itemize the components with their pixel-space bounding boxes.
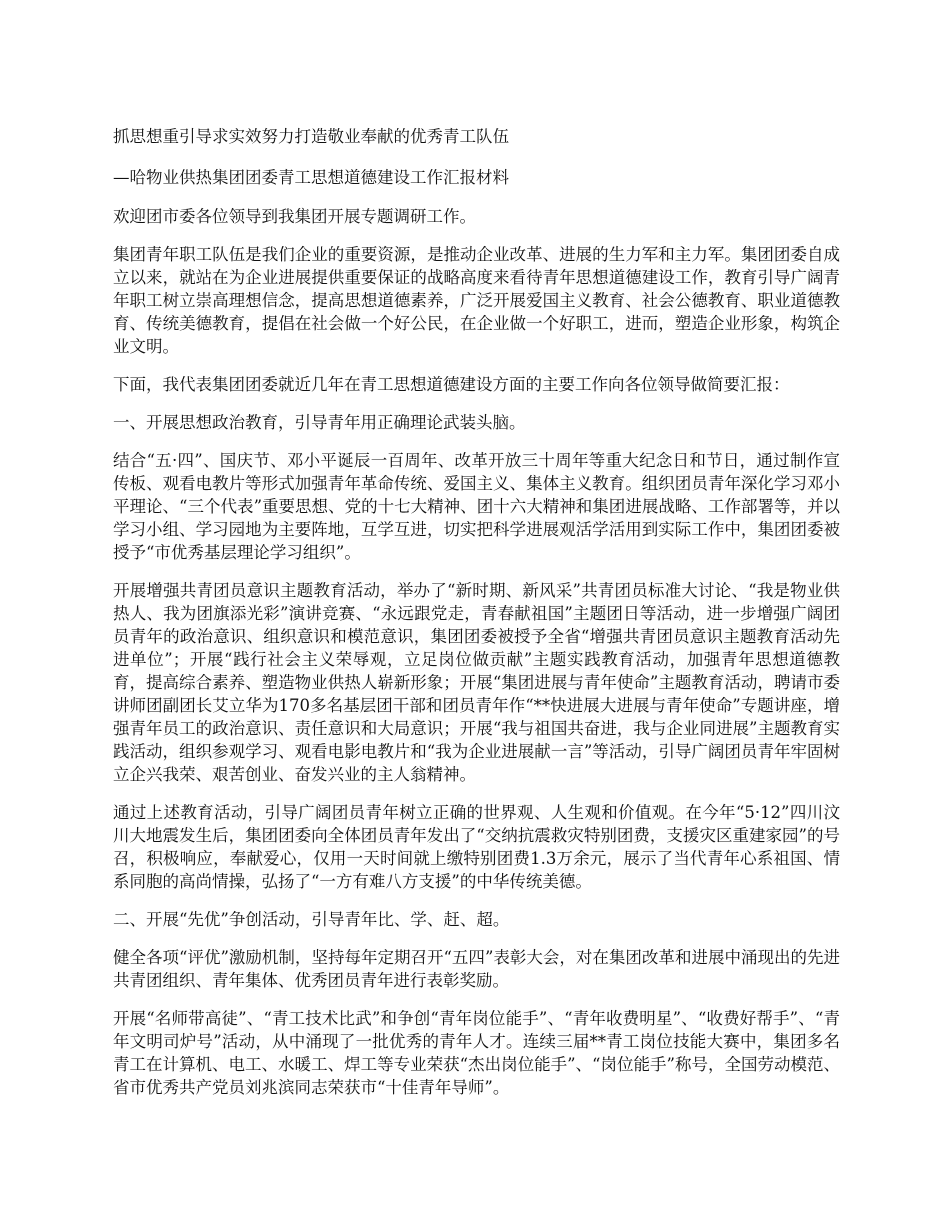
section-heading-1: 一、开展思想政治教育，引导青年用正确理论武装头脑。	[113, 413, 526, 432]
document-subtitle: —哈物业供热集团团委青工思想道德建设工作汇报材料	[113, 168, 509, 187]
section-heading-2: 二、开展“先优”争创活动，引导青年比、学、赶、超。	[113, 910, 510, 929]
paragraph-intro: 集团青年职工队伍是我们企业的重要资源，是推动企业改革、进展的生力军和主力军。集团团委自成立以来，就站在为企业进展提供重要保证的战略高度来看待青年思想道德建设工作，教育引导广阔青年职工树立崇高理想信念，提高思想道德素养，广泛开展爱国主义教育、社会公德教育、职业道德教育、传统美德教育，提倡在社会做一个好公民，在企业做一个好职工，进而，塑造企业形象，构筑企业文明。	[113, 245, 840, 356]
paragraph-section2-b: 开展“名师带高徒”、“青工技术比武”和争创“青年岗位能手”、“青年收费明星”、“收费好帮手”、“青年文明司炉号”活动，从中涌现了一批优秀的青年人才。连续三届**青工岗位技能大赛中，集团多名青工在计算机、电工、水暖工、焊工等专业荣获“杰出岗位能手”、“岗位能手”称号，全国劳动模范、省市优秀共产党员刘兆滨同志荣获市“十佳青年导师”。	[113, 1009, 840, 1097]
paragraph-overview: 下面，我代表集团团委就近几年在青工思想道德建设方面的主要工作向各位领导做简要汇报：	[113, 375, 790, 394]
document-page	[113, 125, 840, 1114]
paragraph-welcome: 欢迎团市委各位领导到我集团开展专题调研工作。	[113, 207, 476, 226]
document-title: 抓思想重引导求实效努力打造敬业奉献的优秀青工队伍	[113, 127, 509, 146]
paragraph-section2-a: 健全各项“评优”激励机制，坚持每年定期召开“五四”表彰大会，对在集团改革和进展中涌现出的先进共青团组织、青年集体、优秀团员青年进行表彰奖励。	[113, 948, 840, 990]
paragraph-section1-a: 结合“五·四”、国庆节、邓小平诞辰一百周年、改革开放三十周年等重大纪念日和节日，通过制作宣传板、观看电教片等形式加强青年革命传统、爱国主义、集体主义教育。组织团员青年深化学习邓小平理论、“三个代表”重要思想、党的十七大精神、团十六大精神和集团进展战略、工作部署等，并以学习小组、学习园地为主要阵地，互学互进，切实把科学进展观活学活用到实际工作中，集团团委被授予“市优秀基层理论学习组织”。	[113, 451, 840, 562]
paragraph-section1-b: 开展增强共青团员意识主题教育活动，举办了“新时期、新风采”共青团员标准大讨论、“我是物业供热人、我为团旗添光彩”演讲竞赛、“永远跟党走，青春献祖国”主题团日等活动，进一步增强广阔团员青年的政治意识、组织意识和模范意识，集团团委被授予全省“增强共青团员意识主题教育活动先进单位”；开展“践行社会主义荣辱观，立足岗位做贡献”主题实践教育活动，加强青年思想道德教育，提高综合素养、塑造物业供热人崭新形象；开展“集团进展与青年使命”主题教育活动，聘请市委讲师团副团长艾立华为170多名基层团干部和团员青年作“**快进展大进展与青年使命”专题讲座，增强青年员工的政治意识、责任意识和大局意识；开展“我与祖国共奋进，我与企业同进展”主题教育实践活动，组织参观学习、观看电影电教片和“我为企业进展献一言”等活动，引导广阔团员青年牢固树立企兴我荣、艰苦创业、奋发兴业的主人翁精神。	[113, 581, 840, 784]
paragraph-section1-c: 通过上述教育活动，引导广阔团员青年树立正确的世界观、人生观和价值观。在今年“5·12”四川汶川大地震发生后，集团团委向全体团员青年发出了“交纳抗震救灾特别团费，支援灾区重建家园”的号召，积极响应，奉献爱心，仅用一天时间就上缴特别团费1.3万余元，展示了当代青年心系祖国、情系同胞的高尚情操，弘扬了“一方有难八方支援”的中华传统美德。	[113, 803, 840, 891]
